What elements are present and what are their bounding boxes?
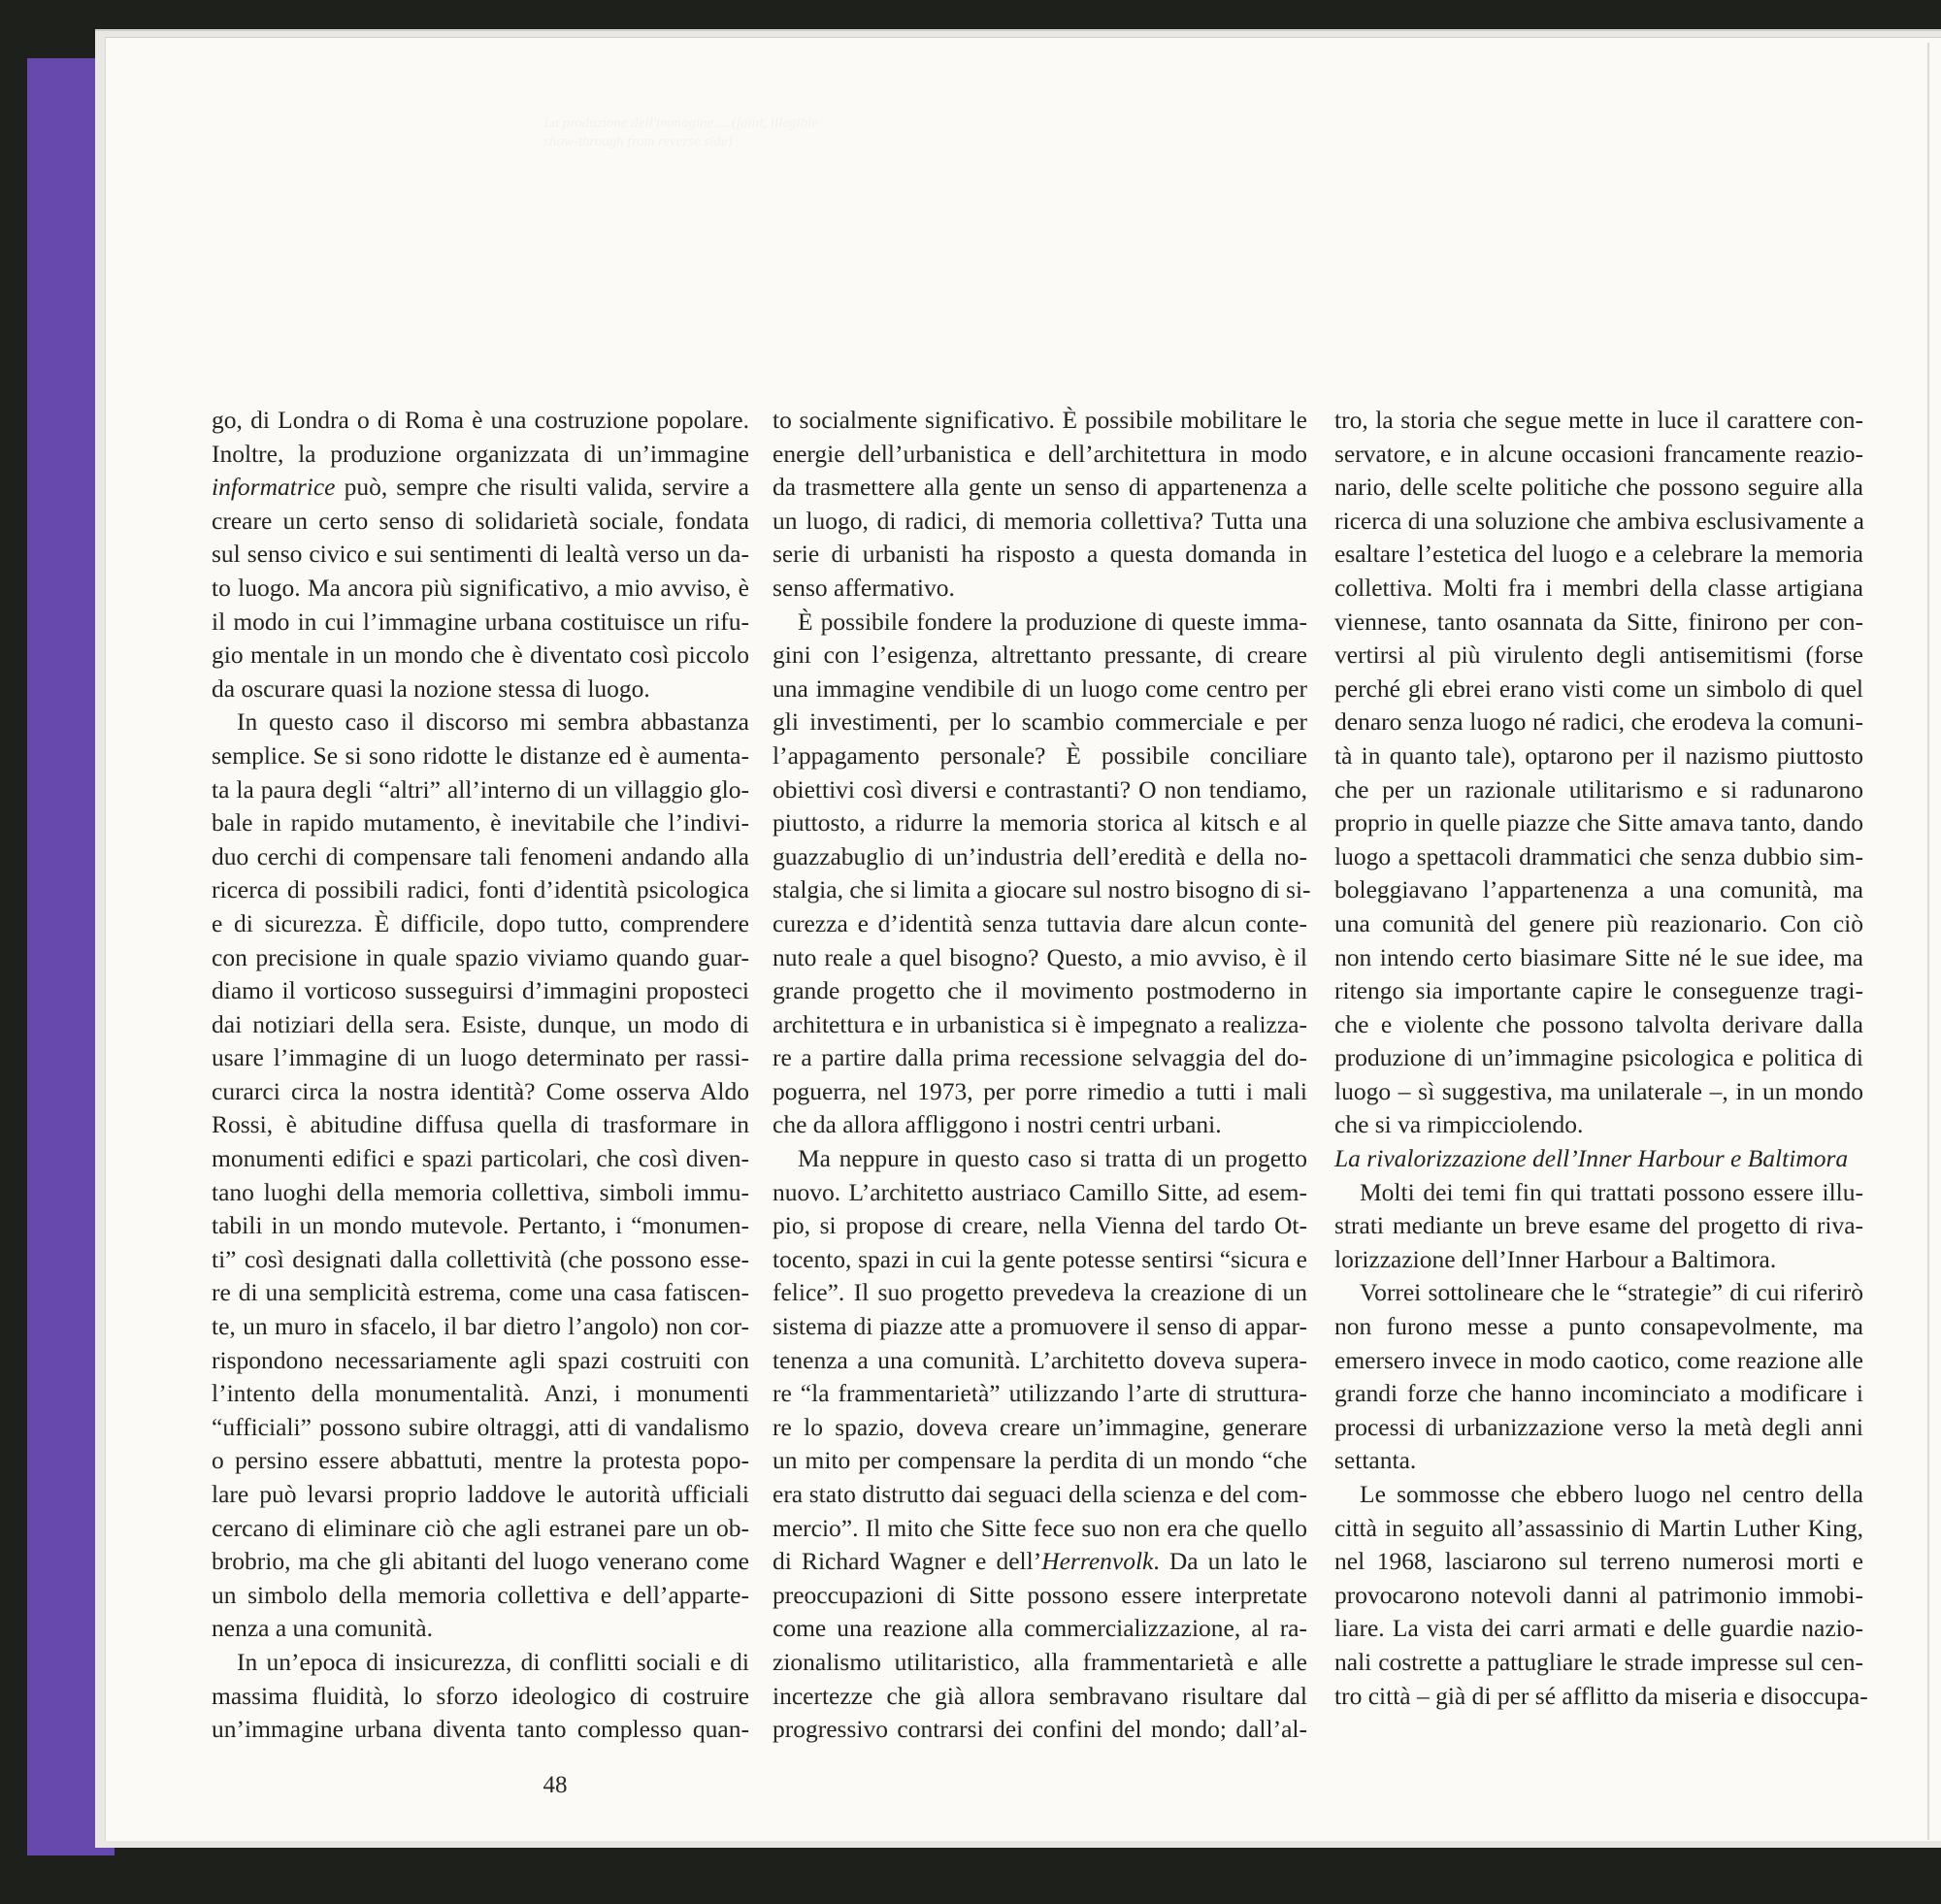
text-line: sul senso civico e sui sentimenti di lealtà verso un da- — [212, 540, 749, 569]
text-line: Vorrei sottolineare che le “strategie” di cui riferirò — [1360, 1278, 1863, 1307]
text-line: Inoltre, la produzione organizzata di un’immagine — [212, 439, 749, 468]
text-line: stalgia, che si limita a giocare sul nostro bisogno di si- — [773, 875, 1311, 904]
text-line: esaltare l’estetica del luogo e a celebrare la memoria — [1334, 540, 1863, 569]
text-line: nuto reale a quel bisogno? Questo, a mio avviso, è il — [773, 942, 1307, 971]
text-line: non intendo certo biasimare Sitte né le sue idee, ma — [1334, 942, 1863, 971]
text-line: tocento, spazi in cui la gente potesse sentirsi “sicura e — [773, 1244, 1307, 1273]
text-line: ta la paura degli “altri” all’interno di un villaggio glo- — [212, 774, 749, 804]
text-line: o persino essere abbattuti, mentre la protesta popo- — [212, 1446, 749, 1475]
text-line: che per un razionale utilitarismo e si radunarono — [1334, 774, 1863, 804]
text-line: massima fluidità, lo sforzo ideologico di costruire — [212, 1681, 749, 1710]
text-line: gio mentale in un mondo che è diventato così piccolo — [212, 640, 749, 670]
text-line: diamo il vorticoso susseguirsi d’immagini proposteci — [212, 976, 749, 1005]
text-line: nenza a una comunità. — [212, 1614, 433, 1643]
text-line: dai notiziari della sera. Esiste, dunque, un modo di — [212, 1009, 749, 1038]
page-fold-line — [1927, 43, 1929, 1840]
text-line: con precisione in quale spazio viviamo quando guar- — [212, 942, 749, 971]
text-line: rispondono necessariamente agli spazi costruiti con — [212, 1345, 749, 1374]
text-line: pio, si propose di creare, nella Vienna del tardo Ot- — [773, 1211, 1307, 1240]
text-line: luogo – sì suggestiva, ma unilaterale –, in un mondo — [1334, 1076, 1863, 1105]
text-line: to luogo. Ma ancora più significativo, a mio avviso, è — [212, 573, 749, 602]
text-line: ritengo sia importante capire le conseguenze tragi- — [1334, 976, 1863, 1005]
text-line: tano luoghi della memoria collettiva, simboli immu- — [212, 1177, 749, 1206]
text-line: architettura e in urbanistica si è impegnato a realizza- — [773, 1009, 1307, 1038]
text-line: nali costrette a pattugliare le strade impresse sul cen- — [1334, 1647, 1863, 1676]
text-line: usare l’immagine di un luogo determinato per rassi- — [212, 1043, 749, 1072]
text-line: ti” così designati dalla collettività (che possono esse- — [212, 1244, 749, 1273]
text-line: In un’epoca di insicurezza, di conflitti sociali e di — [237, 1647, 749, 1676]
text-line: guazzabuglio di un’industria dell’eredità e della no- — [773, 841, 1307, 870]
text-line: to socialmente significativo. È possibile mobilitare le — [773, 406, 1307, 434]
text-column-left — [212, 404, 749, 1747]
text-line: monumenti edifici e spazi particolari, che così diven- — [212, 1144, 749, 1173]
text-line: gini con l’esigenza, altrettanto pressante, di creare — [773, 640, 1307, 670]
text-line: produzione di un’immagine psicologica e politica di — [1334, 1043, 1863, 1072]
text-line: emersero invece in modo caotico, come reazione alle — [1334, 1345, 1863, 1374]
text-line: nario, delle scelte politiche che possono seguire alla — [1334, 473, 1863, 502]
text-line: liare. La vista dei carri armati e delle guardie nazio- — [1334, 1614, 1863, 1643]
text-line: creare un certo senso di solidarietà sociale, fondata — [212, 506, 749, 535]
text-line: Le sommosse che ebbero luogo nel centro della — [1360, 1480, 1863, 1508]
text-line: sistema di piazze atte a promuovere il senso di appar- — [773, 1312, 1307, 1341]
text-line: go, di Londra o di Roma è una costruzione popolare. — [212, 406, 749, 434]
text-line: l’intento della monumentalità. Anzi, i monumenti — [212, 1379, 749, 1408]
text-line: informatrice può, sempre che risulti valida, servire a — [212, 473, 749, 502]
text-line: che da allora affliggono i nostri centri urbani. — [773, 1110, 1222, 1139]
text-line: luogo a spettacoli drammatici che senza dubbio sim- — [1334, 841, 1863, 870]
text-line: da oscurare quasi la nozione stessa di luogo. — [212, 673, 650, 703]
text-line: tà in quanto tale), optarono per il nazismo piuttosto — [1334, 740, 1863, 770]
text-line: Molti dei temi fin qui trattati possono essere illu- — [1360, 1177, 1863, 1206]
text-line: città in seguito all’assassinio di Martin Luther King, — [1334, 1513, 1863, 1542]
text-line: senso affermativo. — [773, 573, 955, 602]
text-line: un simbolo della memoria collettiva e dell’apparte- — [212, 1580, 749, 1609]
text-line: boleggiavano l’appartenenza a una comunità, ma — [1334, 875, 1863, 904]
text-line: denaro senza luogo né radici, che erodeva la comuni- — [1334, 707, 1863, 737]
text-line: È possibile fondere la produzione di queste imma- — [798, 607, 1307, 636]
text-line: Ma neppure in questo caso si tratta di un progetto — [798, 1144, 1307, 1173]
text-line: perché gli ebrei erano visti come un simbolo di quel — [1334, 673, 1863, 703]
text-line: grande progetto che il movimento postmoderno in — [773, 976, 1307, 1005]
text-line: ricerca di una soluzione che ambiva esclusivamente a — [1334, 506, 1864, 535]
text-line: duo cerchi di compensare tali fenomeni andando alla — [212, 841, 749, 870]
text-line: processi di urbanizzazione verso la metà degli anni — [1334, 1412, 1863, 1441]
text-line: nuovo. L’architetto austriaco Camillo Sitte, ad esem- — [773, 1177, 1307, 1206]
text-line: una comunità del genere più reazionario. Con ciò — [1334, 908, 1863, 937]
text-line: mercio”. Il mito che Sitte fece suo non era che quello — [773, 1513, 1307, 1542]
text-line: semplice. Se si sono ridotte le distanze ed è aumenta- — [212, 740, 749, 770]
text-line: da trasmettere alla gente un senso di appartenenza a — [773, 473, 1307, 502]
text-line: tabili in un mondo mutevole. Pertanto, i “monumen- — [212, 1211, 749, 1240]
text-line: piuttosto, a ridurre la memoria storica al kitsch e al — [773, 808, 1307, 837]
text-line: re di una semplicità estrema, come una casa fatiscen- — [212, 1278, 749, 1307]
text-line: grandi forze che hanno incominciato a modificare i — [1334, 1379, 1863, 1408]
text-column-right — [1334, 404, 1868, 1713]
text-line: un’immagine urbana diventa tanto complesso quan- — [212, 1715, 749, 1744]
text-line: un mito per compensare la perdita di un mondo “che — [773, 1446, 1307, 1475]
text-line: serie di urbanisti ha risposto a questa domanda in — [773, 540, 1307, 569]
text-line: obiettivi così diversi e contrastanti? O non tendiamo, — [773, 774, 1307, 804]
text-line: il modo in cui l’immagine urbana costituisce un rifu- — [212, 607, 749, 636]
text-line: In questo caso il discorso mi sembra abbastanza — [237, 707, 749, 737]
text-line: curarci circa la nostra identità? Come osserva Aldo — [212, 1076, 749, 1105]
text-line: servatore, e in alcune occasioni francamente reazio- — [1334, 439, 1863, 468]
text-line: curezza e d’identità senza tuttavia dare alcun conte- — [773, 908, 1307, 937]
text-line: strati mediante un breve esame del progetto di riva- — [1334, 1211, 1863, 1240]
text-line: preoccupazioni di Sitte possono essere interpretate — [773, 1580, 1307, 1609]
text-line: te, un muro in sfacelo, il bar dietro l’angolo) non cor- — [212, 1312, 749, 1341]
text-line: felice”. Il suo progetto prevedeva la creazione di un — [773, 1278, 1307, 1307]
text-line: lare può levarsi proprio laddove le autorità ufficiali — [212, 1480, 749, 1508]
text-line: progressivo contrarsi dei confini del mondo; dall’al- — [773, 1715, 1307, 1744]
text-line: settanta. — [1334, 1446, 1417, 1475]
text-line: Rossi, è abitudine diffusa quella di trasformare in — [212, 1110, 749, 1139]
text-line: gli investimenti, per lo scambio commerciale e per — [773, 707, 1307, 737]
text-column-middle — [773, 404, 1311, 1747]
text-line: una immagine vendibile di un luogo come centro per — [773, 673, 1307, 703]
text-line: re lo spazio, doveva creare un’immagine, generare — [773, 1412, 1307, 1441]
text-line: ricerca di possibili radici, fonti d’identità psicologica — [212, 875, 749, 904]
text-line: poguerra, nel 1973, per porre rimedio a tutti i mali — [773, 1076, 1307, 1105]
text-line: non furono messe a punto consapevolmente, ma — [1334, 1312, 1863, 1341]
text-line: di Richard Wagner e dell’Herrenvolk. Da un lato le — [773, 1547, 1308, 1576]
text-line: brobrio, ma che gli abitanti del luogo venerano come — [212, 1547, 749, 1576]
text-line: re “la frammentarietà” utilizzando l’arte di struttura- — [773, 1379, 1307, 1408]
text-line: tro, la storia che segue mette in luce il carattere con- — [1334, 406, 1863, 434]
text-line: che si va rimpicciolendo. — [1334, 1110, 1584, 1139]
text-line: che e violente che possono talvolta derivare dalla — [1334, 1009, 1863, 1038]
text-line: proprio in quelle piazze che Sitte amava tanto, dando — [1334, 808, 1863, 837]
text-line: nel 1968, lasciarono sul terreno numerosi morti e — [1334, 1547, 1863, 1576]
text-line: un luogo, di radici, di memoria collettiva? Tutta una — [773, 506, 1307, 535]
text-line: era stato distrutto dai seguaci della scienza e del com- — [773, 1480, 1307, 1508]
text-line: zionalismo utilitaristico, alla frammentarietà e alle — [773, 1647, 1307, 1676]
text-line: “ufficiali” possono subire oltraggi, atti di vandalismo — [212, 1412, 749, 1441]
bleed-through-caption: La produzione dell'immagine ... (faint, illegible show-through from reverse side) — [543, 115, 819, 149]
text-line: lorizzazione dell’Inner Harbour a Baltimora. — [1334, 1244, 1777, 1273]
text-line: re a partire dalla prima recessione selvaggia del do- — [773, 1043, 1307, 1072]
text-line: energie dell’urbanistica e dell’architettura in modo — [773, 439, 1307, 468]
text-line: viennese, tanto osannata da Sitte, finirono per con- — [1334, 607, 1863, 636]
text-line: tenenza a una comunità. L’architetto doveva supera- — [773, 1345, 1307, 1374]
text-line: bale in rapido mutamento, è inevitabile che l’indivi- — [212, 808, 749, 837]
text-line: cercano di eliminare ciò che agli estranei pare un ob- — [212, 1513, 749, 1542]
text-line: come una reazione alla commercializzazione, al ra- — [773, 1614, 1307, 1643]
text-line: provocarono notevoli danni al patrimonio immobi- — [1334, 1580, 1863, 1609]
text-line: vertirsi al più virulento degli antisemitismi (forse — [1334, 640, 1863, 670]
text-line: collettiva. Molti fra i membri della classe artigiana — [1334, 573, 1863, 602]
text-line: l’appagamento personale? È possibile conciliare — [773, 740, 1307, 770]
text-line: incertezze che già allora sembravano risultare dal — [773, 1681, 1307, 1710]
section-heading: La rivalorizzazione dell’Inner Harbour e Baltimora — [1334, 1144, 1849, 1173]
text-line: tro città – già di per sé afflitto da miseria e disoccupa- — [1334, 1681, 1868, 1710]
text-line: e di sicurezza. È difficile, dopo tutto, comprendere — [212, 908, 749, 937]
page-number: 48 — [543, 1772, 568, 1798]
